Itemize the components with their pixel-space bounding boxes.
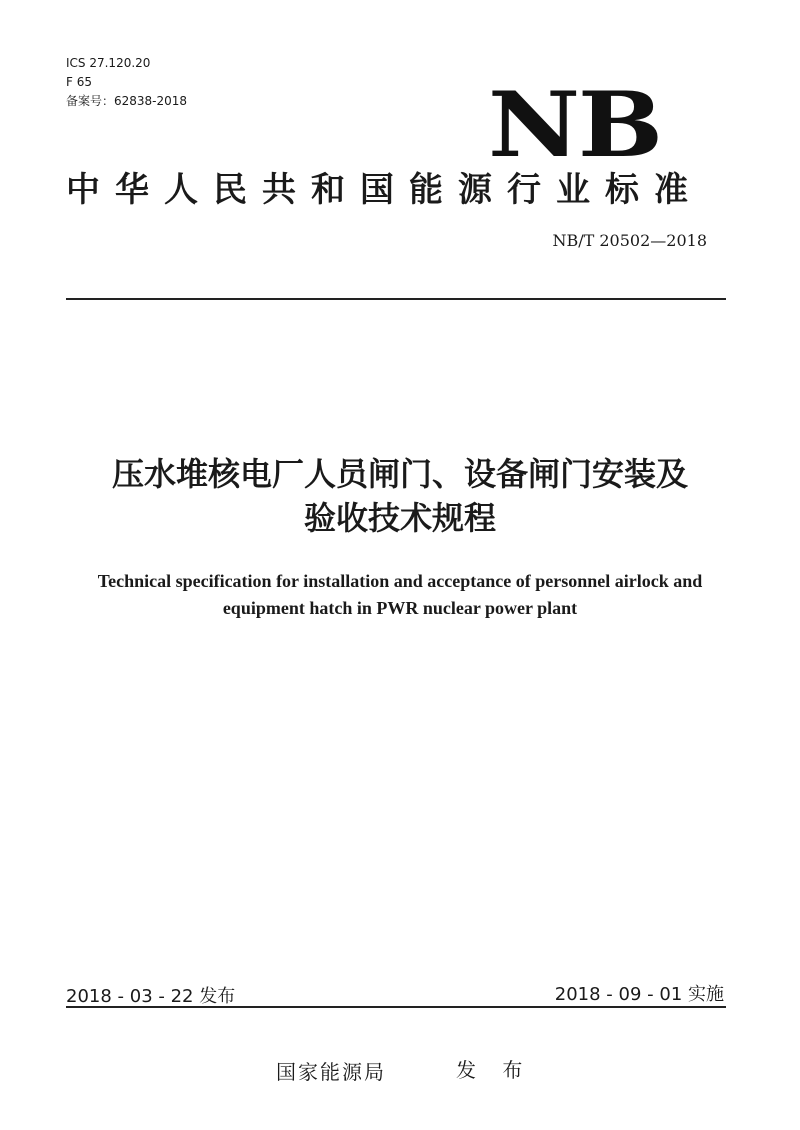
top-divider [66, 298, 726, 300]
issue-date: 2018 - 03 - 22 发布 [66, 986, 236, 1007]
english-title-line-1: Technical specification for installation and acceptance of personnel airlock and [97, 571, 703, 591]
chinese-title [50, 452, 750, 540]
chinese-title-line-2: 验收技术规程 [303, 499, 496, 537]
publisher-name: 国家能源局 [276, 1060, 386, 1084]
chinese-title-line-1: 压水堆核电厂人员闸门、设备闸门安装及 [111, 455, 688, 493]
ics-code: ICS 27.120.20 [66, 56, 151, 70]
bottom-divider [66, 1006, 726, 1008]
english-title [40, 568, 760, 622]
filing-number: 备案号：62838-2018 [66, 94, 188, 108]
standard-category-title: 中华人民共和国能源行业标准 [66, 170, 703, 210]
classification-codes [66, 54, 187, 111]
standard-number: NB/T 20502—2018 [552, 231, 707, 250]
publish-label: 发 布 [456, 1058, 533, 1082]
implementation-date: 2018 - 09 - 01 实施 [554, 984, 724, 1005]
nb-logo: NB [488, 72, 661, 178]
ccs-code: F 65 [66, 75, 92, 89]
english-title-line-2: equipment hatch in PWR nuclear power plant [222, 598, 578, 618]
